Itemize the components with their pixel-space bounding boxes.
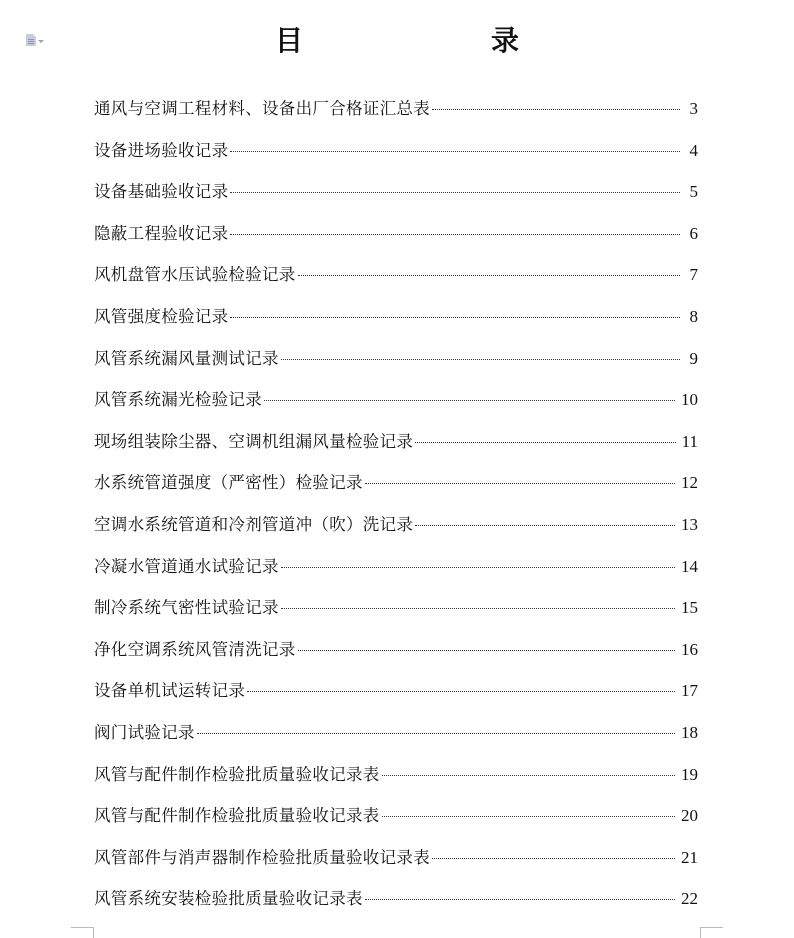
- toc-entry[interactable]: [94, 215, 698, 257]
- toc-page-number: 11: [681, 431, 698, 451]
- toc-entry-title: 设备单机试运转记录: [94, 681, 246, 701]
- toc-leader-dots: [432, 858, 675, 859]
- toc-leader-dots: [281, 359, 680, 360]
- toc-entry-title: 隐蔽工程验收记录: [94, 223, 229, 243]
- toc-leader-dots: [281, 567, 675, 568]
- toc-page-number: 9: [689, 348, 698, 368]
- toc-leader-dots: [230, 317, 680, 318]
- toc-entry-title: 风管与配件制作检验批质量验收记录表: [94, 764, 380, 784]
- toc-entry-title: 设备进场验收记录: [94, 140, 229, 160]
- toc-page-number: 14: [681, 556, 698, 576]
- toc-entry[interactable]: [94, 256, 698, 298]
- toc-leader-dots: [264, 400, 675, 401]
- toc-page-number: 19: [681, 764, 698, 784]
- toc-entry[interactable]: [94, 340, 698, 382]
- toc-entry[interactable]: [94, 672, 698, 714]
- toc-entry-title: 净化空调系统风管清洗记录: [94, 639, 296, 659]
- toc-page-number: 22: [681, 889, 698, 909]
- toc-entry-title: 风管部件与消声器制作检验批质量验收记录表: [94, 847, 430, 867]
- toc-page-number: 8: [689, 306, 698, 326]
- toc-entry[interactable]: [94, 381, 698, 423]
- toc-entry-title: 阀门试验记录: [94, 722, 195, 742]
- toc-entry-title: 风管系统安装检验批质量验收记录表: [94, 889, 363, 909]
- toc-entry[interactable]: [94, 880, 698, 922]
- toc-leader-dots: [382, 775, 675, 776]
- toc-leader-dots: [298, 275, 680, 276]
- toc-entry-title: 冷凝水管道通水试验记录: [94, 556, 279, 576]
- table-of-contents: [94, 90, 698, 922]
- toc-leader-dots: [197, 733, 675, 734]
- toc-entry[interactable]: [94, 90, 698, 132]
- toc-page-number: 20: [681, 806, 698, 826]
- toc-page-number: 17: [681, 681, 698, 701]
- toc-entry[interactable]: [94, 839, 698, 881]
- toc-entry[interactable]: [94, 797, 698, 839]
- toc-leader-dots: [415, 442, 675, 443]
- toc-page-number: 5: [689, 182, 698, 202]
- toc-page-number: 15: [681, 598, 698, 618]
- toc-entry-title: 通风与空调工程材料、设备出厂合格证汇总表: [94, 99, 430, 118]
- toc-entry-title: 设备基础验收记录: [94, 182, 229, 202]
- toc-page-number: 12: [681, 473, 698, 493]
- toc-leader-dots: [230, 234, 680, 235]
- toc-entry[interactable]: [94, 548, 698, 590]
- toc-entry[interactable]: [94, 173, 698, 215]
- toc-entry[interactable]: [94, 132, 698, 174]
- toc-page-number: 4: [689, 140, 698, 160]
- toc-entry[interactable]: [94, 464, 698, 506]
- toc-page-number: 16: [681, 639, 698, 659]
- toc-entry-title: 空调水系统管道和冷剂管道冲（吹）洗记录: [94, 514, 414, 534]
- toc-leader-dots: [281, 608, 675, 609]
- toc-leader-dots: [382, 816, 675, 817]
- toc-page-number: 6: [689, 223, 698, 243]
- toc-leader-dots: [247, 691, 675, 692]
- toc-page-number: 7: [689, 265, 698, 285]
- toc-entry-title: 风机盘管水压试验检验记录: [94, 265, 296, 285]
- toc-entry[interactable]: [94, 506, 698, 548]
- toc-entry-title: 水系统管道强度（严密性）检验记录: [94, 473, 363, 493]
- toc-entry[interactable]: [94, 298, 698, 340]
- toc-entry-title: 风管强度检验记录: [94, 306, 229, 326]
- toc-leader-dots: [365, 899, 675, 900]
- toc-entry-title: 风管系统漏风量测试记录: [94, 348, 279, 368]
- toc-page-number: 21: [681, 847, 698, 867]
- toc-entry-title: 现场组装除尘器、空调机组漏风量检验记录: [94, 431, 414, 451]
- toc-page-number: 18: [681, 722, 698, 742]
- toc-entry[interactable]: [94, 756, 698, 798]
- toc-page-number: 13: [681, 514, 698, 534]
- page-title: 目 录: [274, 24, 563, 57]
- page-corner-mark-right: [700, 927, 723, 938]
- toc-leader-dots: [365, 483, 675, 484]
- toc-entry-title: 制冷系统气密性试验记录: [94, 598, 279, 618]
- toc-page-number: 10: [681, 390, 698, 410]
- toc-leader-dots: [432, 109, 680, 110]
- page-corner-mark-left: [71, 927, 94, 938]
- toc-leader-dots: [298, 650, 675, 651]
- toc-page-number: 3: [689, 99, 698, 118]
- toc-entry-title: 风管系统漏光检验记录: [94, 390, 262, 410]
- toc-entry[interactable]: [94, 423, 698, 465]
- toc-entry-title: 风管与配件制作检验批质量验收记录表: [94, 806, 380, 826]
- toc-entry[interactable]: [94, 589, 698, 631]
- toc-leader-dots: [415, 525, 675, 526]
- toc-leader-dots: [230, 151, 680, 152]
- toc-entry[interactable]: [94, 631, 698, 673]
- toc-entry[interactable]: [94, 714, 698, 756]
- toc-leader-dots: [230, 192, 680, 193]
